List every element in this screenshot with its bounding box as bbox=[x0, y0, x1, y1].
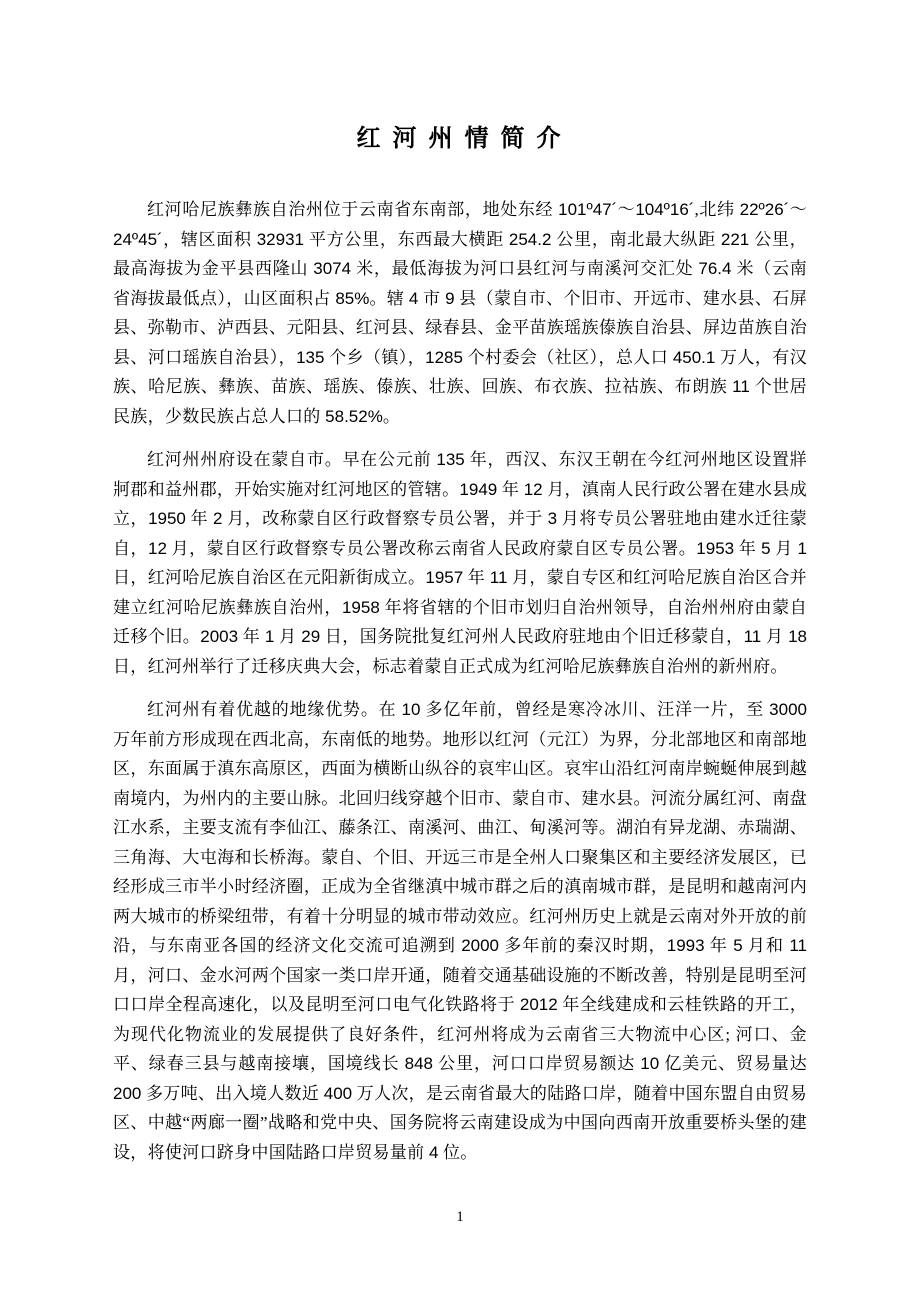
latin-run: 29 bbox=[301, 627, 321, 646]
latin-run: 24º45´ bbox=[113, 229, 163, 249]
latin-run: 5 bbox=[761, 538, 771, 558]
latin-run: 104º16´ bbox=[635, 200, 695, 219]
latin-run: 1993 bbox=[666, 936, 705, 955]
latin-run: 1 bbox=[264, 627, 275, 646]
latin-run: 58.52% bbox=[325, 406, 383, 426]
page-title: 红 河 州 情 简 介 bbox=[356, 126, 564, 152]
latin-run: 10 bbox=[401, 700, 421, 719]
latin-run: 11 bbox=[489, 568, 508, 587]
latin-run: 135 bbox=[436, 450, 465, 469]
paragraph-history: 红河州州府设在蒙自市。早在公元前 135 年，西汉、东汉王朝在今红河州地区设置牂牁郡和益州郡，开始实施对红河地区的管辖。1949 年 12 月，滇南人民行政公署在建水县成立，1950 年 2 月，改称蒙自区行政督察专员公署，并于 3 月将专员公署驻地由建水迁往蒙自，12 月，蒙自区行政督察专员公署改称云南省人民政府蒙自区专员公署。1953 年 5 月 1 日，红河哈尼族自治区在元阳新街成立。1957 年 11 月，蒙自专区和红河哈尼族自治区合并建立红河哈尼族彝族自治州，1958 年将省辖的个旧市划归自治州领导，自治州州府由蒙自迁移个旧。2003 年 1 月 29 日，国务院批复红河州人民政府驻地由个旧迁移蒙自，11 月 18 日，红河州举行了迁移庆典大会，标志着蒙自正式成为红河哈尼族彝族自治州的新州府。 bbox=[113, 450, 808, 676]
latin-run: 4 bbox=[408, 288, 419, 308]
latin-run: 1285 bbox=[425, 347, 463, 367]
latin-run: 11 bbox=[743, 627, 762, 646]
latin-run: 18 bbox=[788, 627, 808, 646]
latin-run: 450.1 bbox=[672, 347, 716, 367]
latin-run: 1958 bbox=[341, 597, 380, 617]
latin-run: 3 bbox=[547, 509, 558, 528]
latin-run: 3074 bbox=[313, 259, 352, 278]
latin-run: 2012 bbox=[519, 995, 558, 1014]
latin-run: 4 bbox=[428, 1142, 439, 1162]
latin-run: 9 bbox=[445, 288, 455, 308]
latin-run: 848 bbox=[404, 1054, 434, 1073]
latin-run: 400 bbox=[323, 1083, 353, 1103]
latin-run: 32931 bbox=[256, 229, 304, 249]
latin-run: 3000 bbox=[769, 700, 807, 719]
latin-run: 1957 bbox=[425, 568, 464, 587]
latin-run: 2000 bbox=[461, 936, 500, 955]
latin-run: 135 bbox=[296, 347, 325, 367]
latin-run: 200 bbox=[113, 1083, 142, 1103]
latin-run: 2 bbox=[212, 509, 223, 528]
page-number: 1 bbox=[456, 1209, 464, 1225]
latin-run: 1950 bbox=[148, 509, 186, 528]
latin-run: 85% bbox=[335, 288, 370, 308]
latin-run: 10 bbox=[640, 1054, 660, 1073]
latin-run: 12 bbox=[147, 538, 167, 558]
latin-run: 254.2 bbox=[508, 229, 552, 249]
latin-run: 76.4 bbox=[698, 259, 732, 278]
paragraph-geography: 红河州有着优越的地缘优势。在 10 多亿年前，曾经是寒冷冰川、汪洋一片，至 3000 万年前方形成现在西北高，东南低的地势。地形以红河（元江）为界，分北部地区和南部地区，东面属于滇东高原区，西面为横断山纵谷的哀牢山区。哀牢山沿红河南岸蜿蜒伸展到越南境内，为州内的主要山脉。北回归线穿越个旧市、蒙自市、建水县。河流分属红河、南盘江水系，主要支流有李仙江、藤条江、南溪河、曲江、甸溪河等。湖泊有异龙湖、赤瑞湖、三角海、大屯海和长桥海。蒙自、个旧、开远三市是全州人口聚集区和主要经济发展区，已经形成三市半小时经济圈，正成为全省继滇中城市群之后的滇南城市群，是昆明和越南河内两大城市的桥梁纽带，有着十分明显的城市带动效应。红河州历史上就是云南对外开放的前沿，与东南亚各国的经济文化交流可追溯到 2000 多年前的秦汉时期，1993 年 5 月和 11 月，河口、金水河两个国家一类口岸开通，随着交通基础设施的不断改善，特别是昆明至河口口岸全程高速化，以及昆明至河口电气化铁路将于 2012 年全线建成和云桂铁路的开工，为现代化物流业的发展提供了良好条件，红河州将成为云南省三大物流中心区; 河口、金平、绿春三县与越南接壤，国境线长 848 公里，河口口岸贸易额达 10 亿美元、贸易量达 200 多万吨、出入境人数近 400 万人次，是云南省最大的陆路口岸，随着中国东盟自由贸易区、中越“两廊一圈”战略和党中央、国务院将云南建设成为中国向西南开放重要桥头堡的建设，将使河口跻身中国陆路口岸贸易量前 4 位。 bbox=[113, 700, 808, 1162]
latin-run: 1949 bbox=[459, 479, 498, 499]
latin-run: 12 bbox=[523, 479, 543, 499]
paragraph-overview: 红河哈尼族彝族自治州位于云南省东南部，地处东经 101º47´～104º16´,北纬 22º26´～24º45´，辖区面积 32931 平方公里，东西最大横距 254.2 公里，南北最大纵距 221 公里，最高海拔为金平县西隆山 3074 米，最低海拔为河口县红河与南溪河交汇处 76.4 米（云南省海拔最低点），山区面积占 85%。辖 4 市 9 县（蒙自市、个旧市、开远市、建水县、石屏县、弥勒市、泸西县、元阳县、红河县、绿春县、金平苗族瑶族傣族自治县、屏边苗族自治县、河口瑶族自治县），135 个乡（镇），1285 个村委会（社区），总人口 450.1 万人，有汉族、哈尼族、彝族、苗族、瑶族、傣族、壮族、回族、布衣族、拉祜族、布朗族 11 个世居民族，少数民族占总人口的 58.52%。 bbox=[113, 200, 808, 426]
latin-run: 2003 bbox=[200, 627, 239, 646]
latin-run: 22º26´ bbox=[739, 200, 790, 219]
latin-run: 5 bbox=[733, 936, 743, 955]
latin-run: 1 bbox=[797, 538, 807, 558]
latin-run: 101º47´ bbox=[558, 200, 618, 219]
latin-run: 11 bbox=[732, 377, 750, 396]
latin-run: 11 bbox=[789, 936, 808, 955]
latin-run: 221 bbox=[720, 229, 750, 249]
latin-run: 1953 bbox=[696, 538, 735, 558]
